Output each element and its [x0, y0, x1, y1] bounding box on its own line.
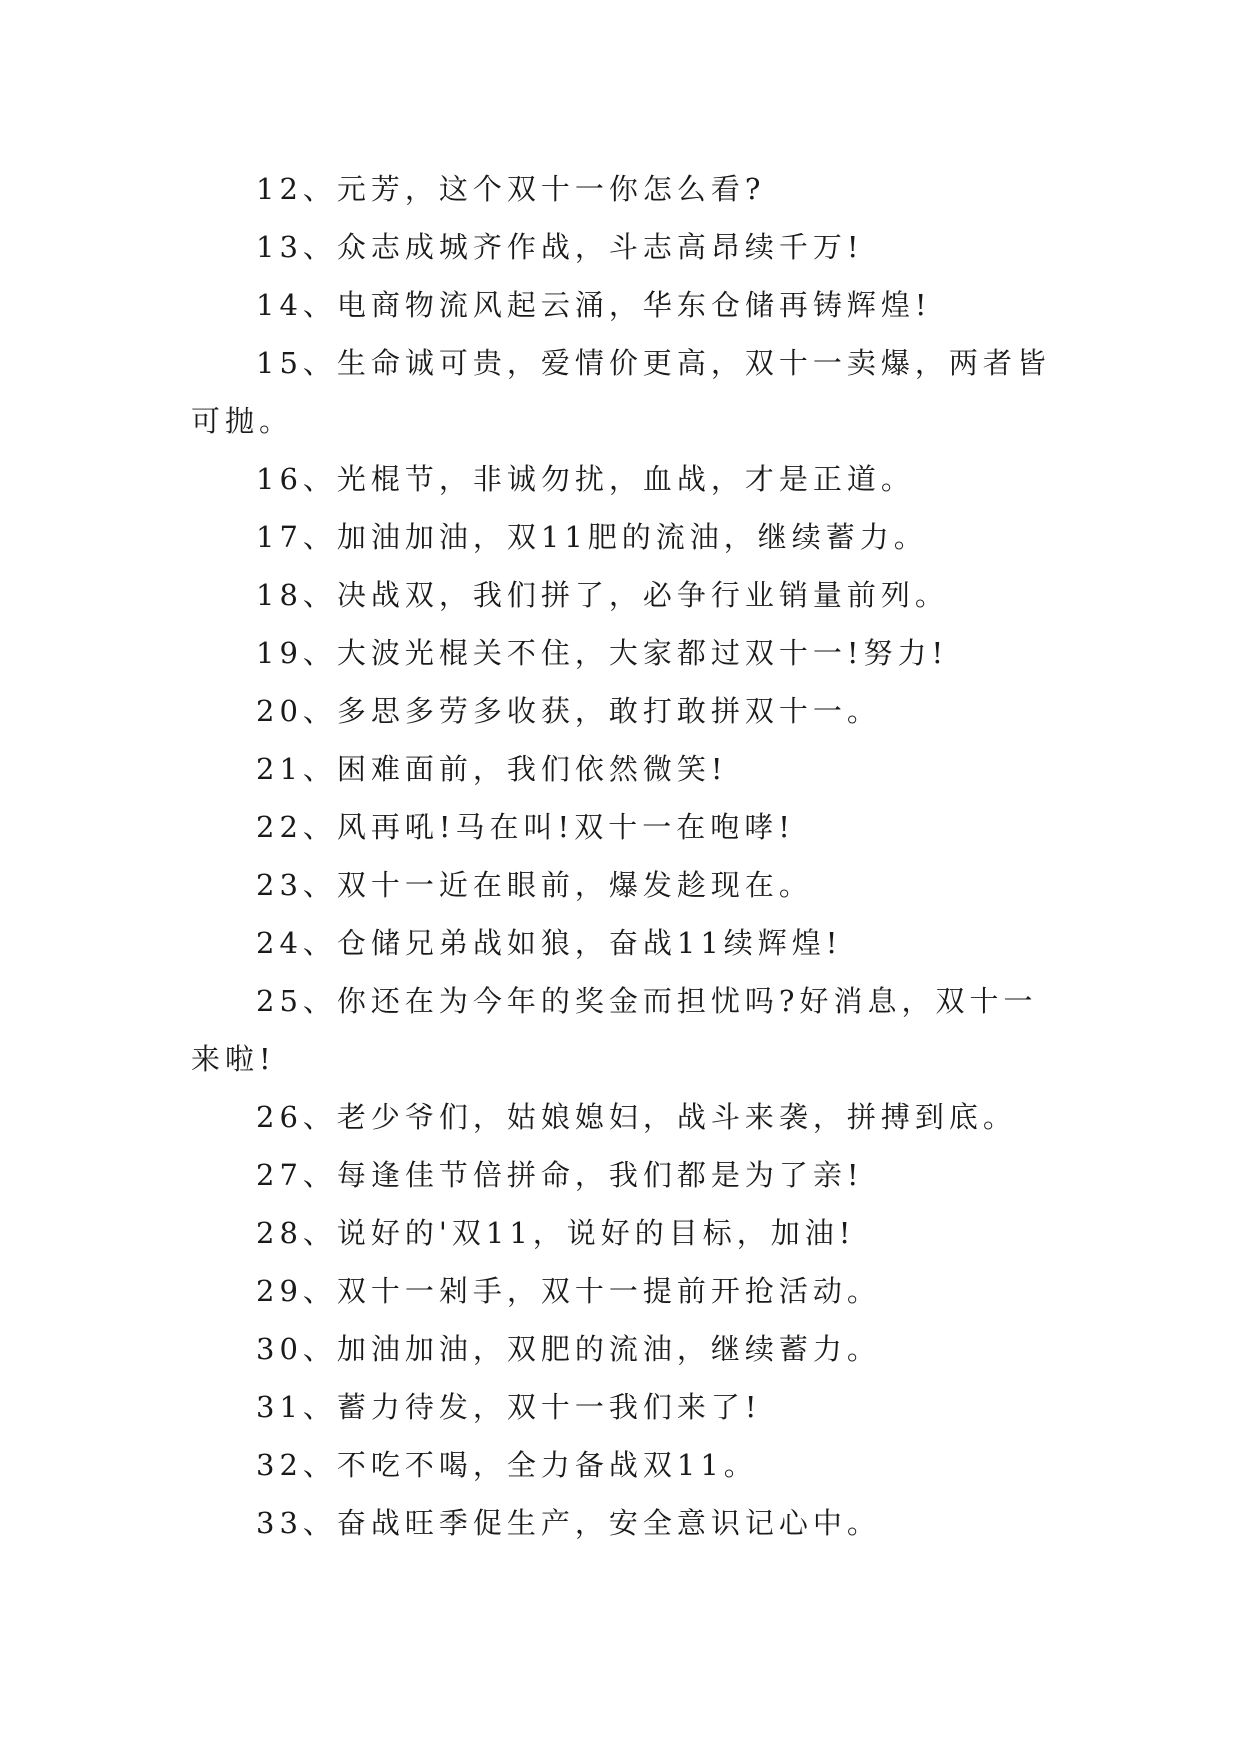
list-item: 15、生命诚可贵，爱情价更高，双十一卖爆，两者皆可抛。	[191, 346, 1051, 438]
list-item: 20、多思多劳多收获，敢打敢拼双十一。	[256, 694, 881, 728]
list-item: 26、老少爷们，姑娘媳妇，战斗来袭，拼搏到底。	[256, 1100, 1017, 1134]
list-item: 24、仓储兄弟战如狼，奋战11续辉煌!	[256, 926, 843, 960]
list-item: 13、众志成城齐作战，斗志高昂续千万!	[256, 230, 864, 264]
list-item: 33、奋战旺季促生产，安全意识记心中。	[256, 1506, 881, 1540]
list-item: 23、双十一近在眼前，爆发趁现在。	[256, 868, 813, 902]
list-item: 12、元芳，这个双十一你怎么看?	[256, 172, 766, 206]
list-item: 28、说好的'双11，说好的目标，加油!	[256, 1216, 856, 1250]
list-item: 25、你还在为今年的奖金而担忧吗?好消息，双十一来啦!	[191, 984, 1038, 1076]
list-item: 31、蓄力待发，双十一我们来了!	[256, 1390, 762, 1424]
list-item: 18、决战双，我们拼了，必争行业销量前列。	[256, 578, 949, 612]
list-item: 21、困难面前，我们依然微笑!	[256, 752, 728, 786]
list-item: 14、电商物流风起云涌，华东仓储再铸辉煌!	[256, 288, 932, 322]
list-item: 30、加油加油，双肥的流油，继续蓄力。	[256, 1332, 881, 1366]
list-item: 17、加油加油，双11肥的流油，继续蓄力。	[256, 520, 928, 554]
list-item: 22、风再吼!马在叫!双十一在咆哮!	[256, 810, 795, 844]
list-item: 16、光棍节，非诚勿扰，血战，才是正道。	[256, 462, 915, 496]
list-item: 32、不吃不喝，全力备战双11。	[256, 1448, 758, 1482]
list-item: 29、双十一剁手，双十一提前开抢活动。	[256, 1274, 881, 1308]
list-item: 19、大波光棍关不住，大家都过双十一!努力!	[256, 636, 949, 670]
slogan-list	[191, 160, 1051, 1552]
list-item: 27、每逢佳节倍拼命，我们都是为了亲!	[256, 1158, 864, 1192]
